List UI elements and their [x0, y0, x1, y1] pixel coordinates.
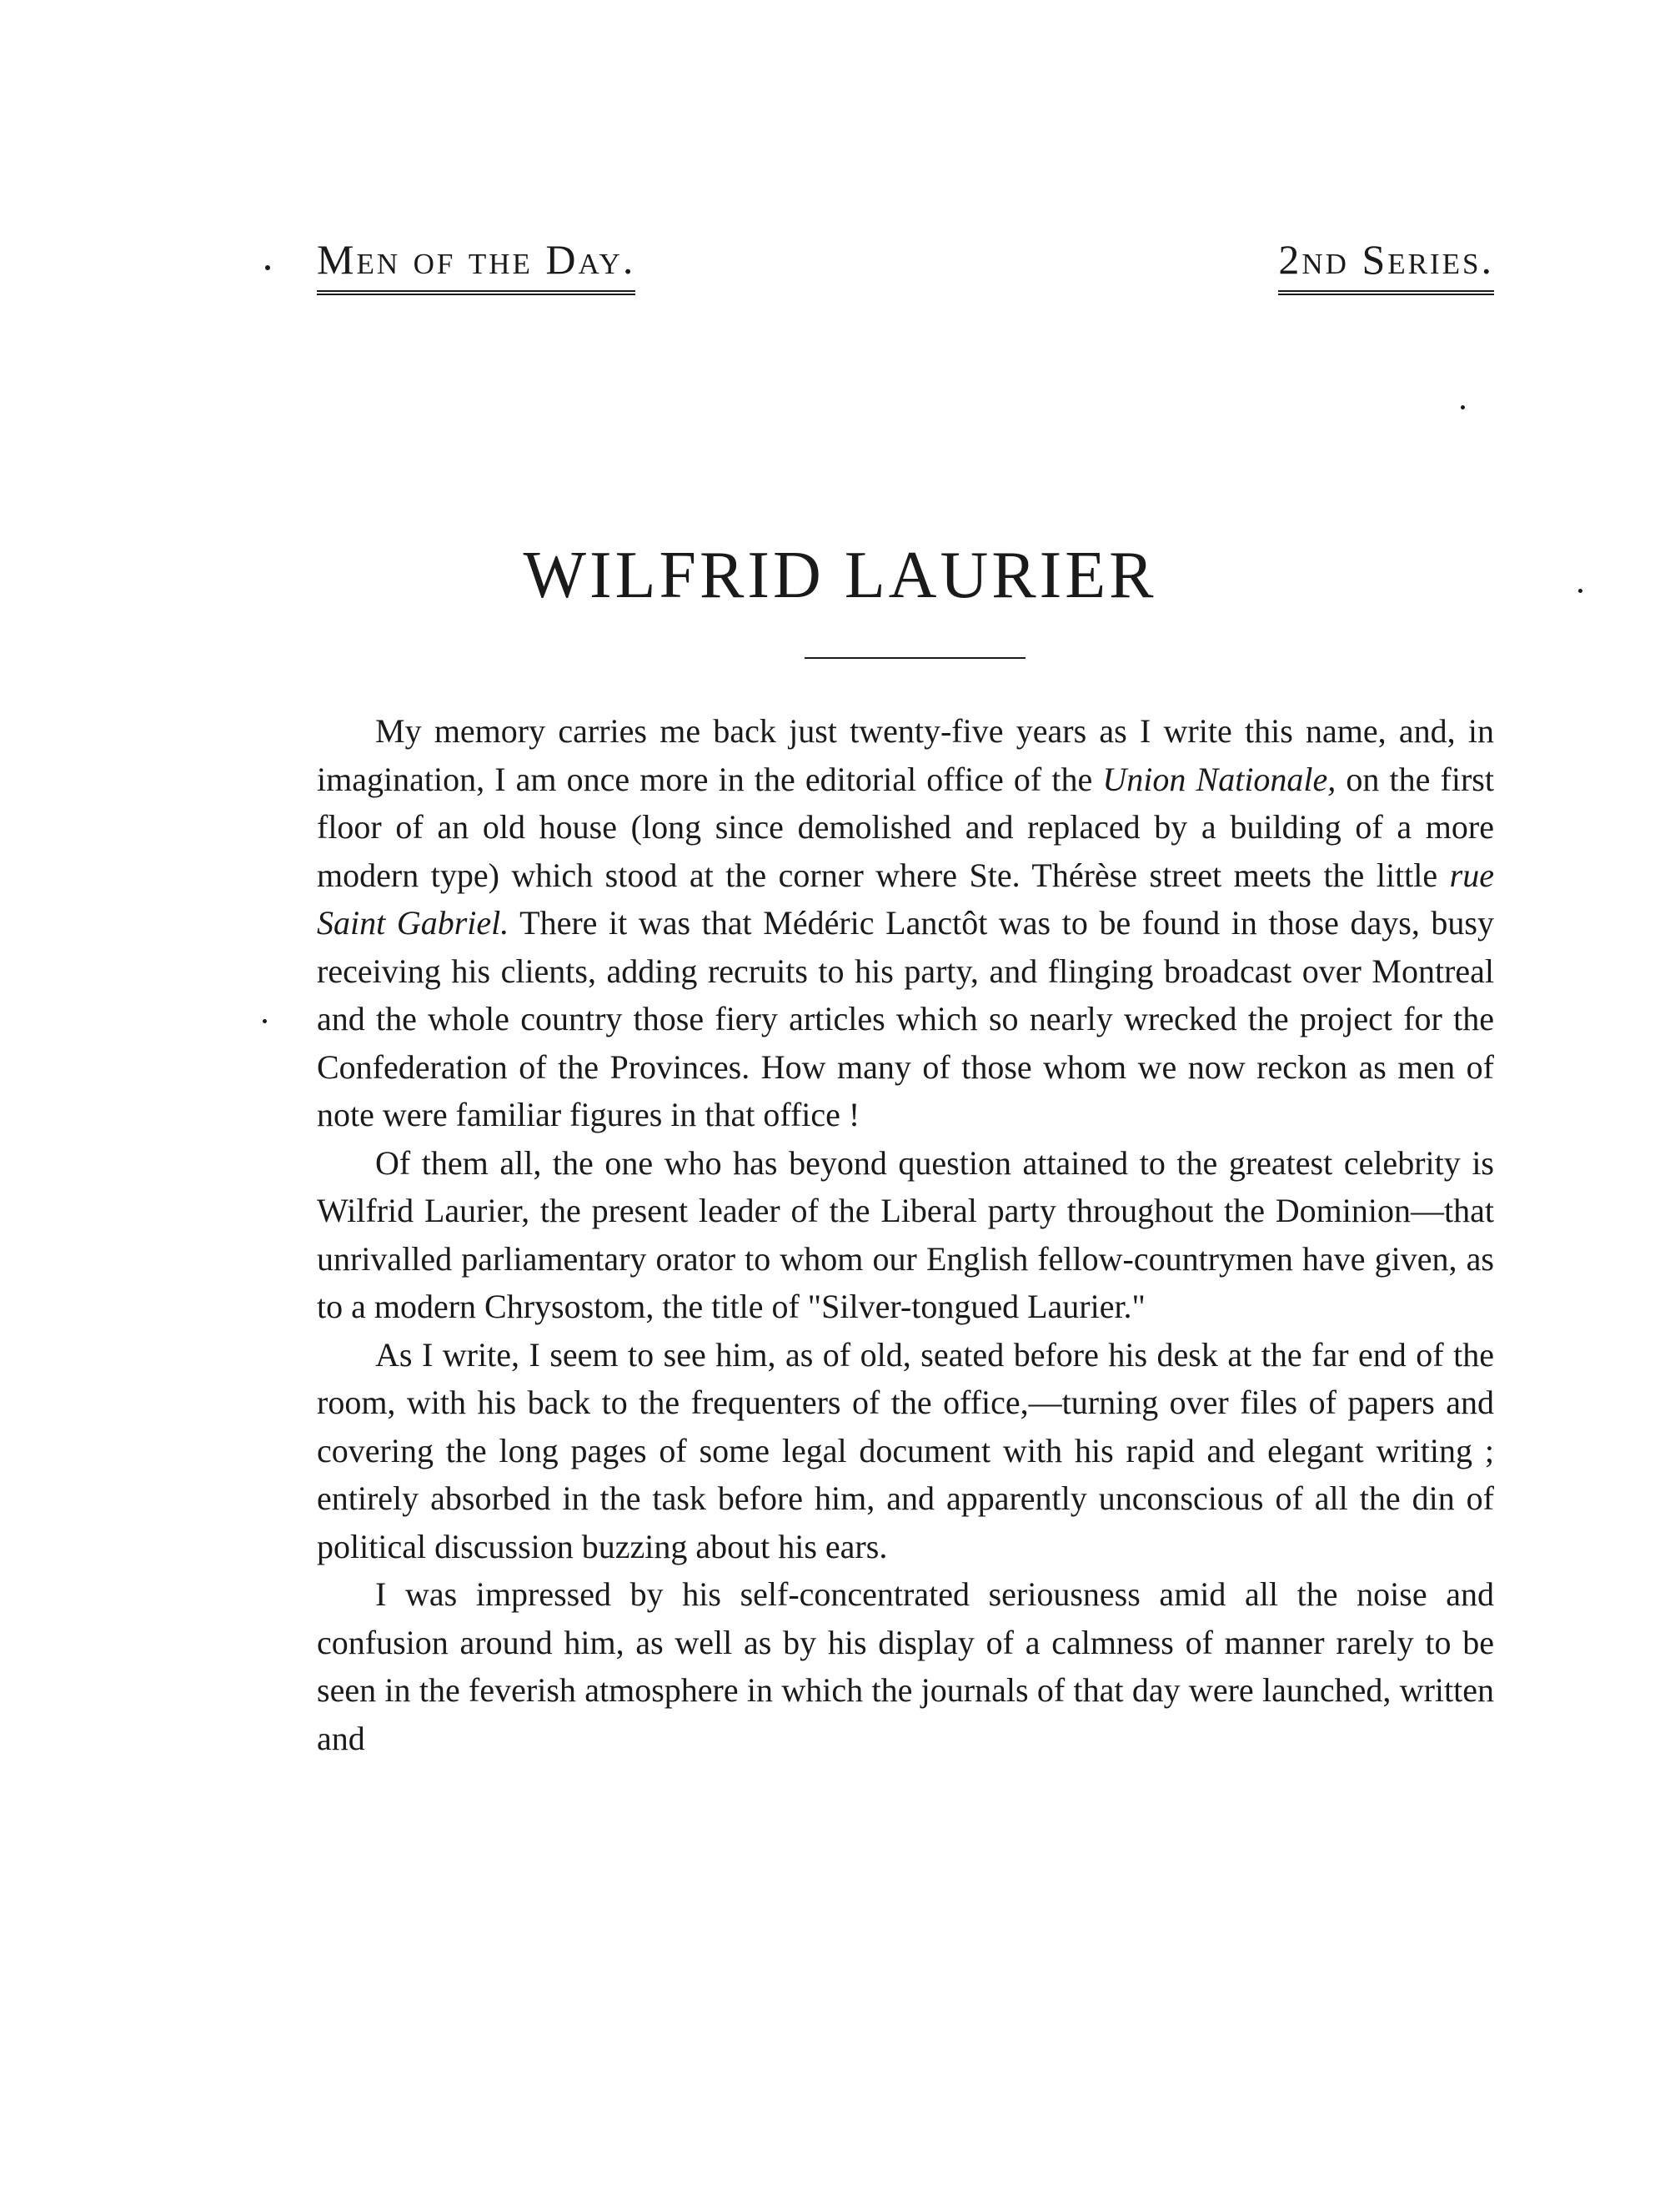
paragraph-1-text-a: My memory carries me back just twenty-five years as I write this name, and, in imagination, I am once more in the editorial office of the [317, 712, 1494, 798]
paragraph-1-text-b: on the first floor of an old house (long since demolished and replaced by a building of a more modern type) which stood at the corner where Ste. Thérèse street meets the little [317, 760, 1494, 894]
page-title: WILFRID LAURIER [523, 539, 1157, 612]
running-header [317, 235, 1494, 294]
print-speck [263, 1019, 267, 1023]
article-body [317, 707, 1494, 1762]
paragraph-1-text-c: There it was that Médéric Lanctôt was to be found in those days, busy receiving his clients, adding recruits to his party, and flinging broadcast over Montreal and the whole country those fiery articles which so nearly wrecked the project for the Confederation of the Provinces. How many of those whom we now reckon as men of note were familiar figures in that office ! [317, 904, 1494, 1133]
paragraph-1 [317, 707, 1494, 1139]
running-head-series: 2nd Series. [1278, 235, 1494, 295]
title-rule [805, 657, 1026, 659]
paragraph-2: Of them all, the one who has beyond question attained to the greatest celebrity is Wilfrid Laurier, the present leader of the Liberal party throughout the Dominion—that unrivalled parliamentary orator to whom our English fellow-countrymen have given, as to a modern Chrysostom, the title of "Silver-tongued Laurier." [317, 1143, 1494, 1325]
paragraph-3: As I write, I seem to see him, as of old, seated before his desk at the far end of the room, with his back to the frequenters of the office,—turning over files of papers and covering the long pages of some legal document with his rapid and elegant writing ; entirely absorbed in the task before him, and apparently unconscious of all the din of political discussion buzzing about his ears. [317, 1335, 1494, 1565]
paragraph-4: I was impressed by his self-concentrated seriousness amid all the noise and confusion around him, as well as by his display of a calmness of manner rarely to be seen in the feverish atmosphere in which the journals of that day were launched, written and [317, 1575, 1494, 1757]
running-head-title: Men of the Day. [317, 235, 635, 295]
print-speck [265, 265, 270, 270]
print-speck [1461, 405, 1465, 409]
newspaper-name: Union Nationale, [1102, 760, 1336, 798]
street-name: rue Saint Gabriel. [317, 856, 1494, 942]
